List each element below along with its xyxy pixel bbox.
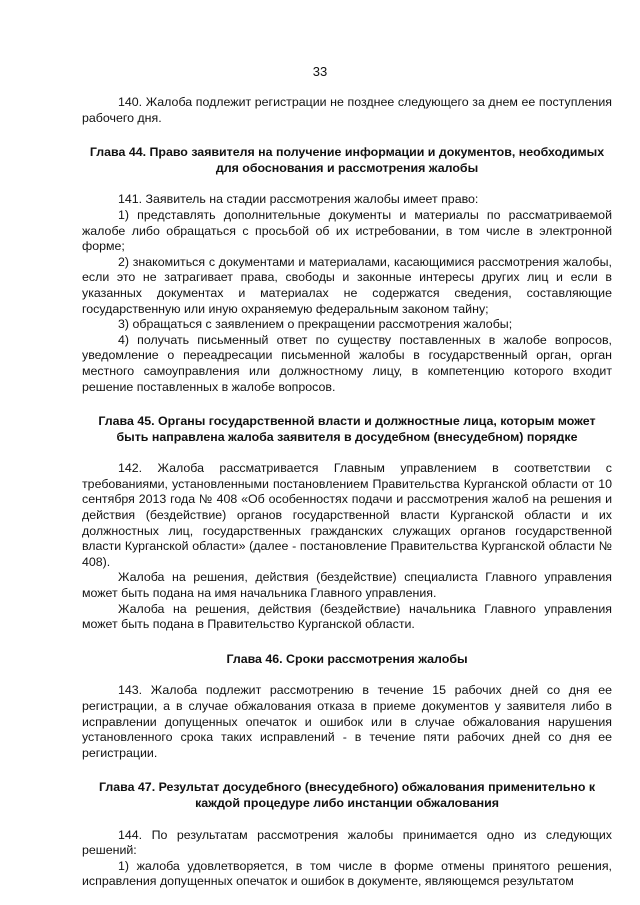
paragraph-143: 143. Жалоба подлежит рассмотрению в течение 15 рабочих дней со дня ее регистрации, а в случае обжалования отказа в приеме документов у заявителя либо в исправлении допущенных опечаток и ошибок или в случае обжалования нарушения установленного срока таких исправлений - в течение пяти рабочих дней со дня ее регистрации.	[82, 683, 612, 760]
paragraph-144: 144. По результатам рассмотрения жалобы принимается одно из следующих решений:	[82, 827, 612, 858]
page-number: 33	[312, 64, 328, 79]
paragraph-141-item-2: 2) знакомиться с документами и материалами, касающимися рассмотрения жалобы, если это не затрагивает права, свободы и законные интересы других лиц и если в указанных документах и материалах не содержатся сведения, составляющие государственную или иную охраняемую федеральным законом тайну;	[82, 254, 612, 316]
chapter-47-heading: Глава 47. Результат досудебного (внесудебного) обжалования применительно к каждой процедуре либо инстанции обжалования	[98, 780, 596, 810]
paragraph-141-item-3: 3) обращаться с заявлением о прекращении рассмотрения жалобы;	[118, 317, 513, 332]
paragraph-144-item-1: 1) жалоба удовлетворяется, в том числе в форме отмены принятого решения, исправления допущенных опечаток и ошибок в документе, являющемся результатом	[82, 858, 612, 889]
paragraph-142: 142. Жалоба рассматривается Главным управлением в соответствии с требованиями, установленными постановлением Правительства Курганской области от 10 сентября 2013 года № 408 «Об особенностях подачи и рассмотрения жалоб на решения и действия (бездействие) органов государственной власти Курганской области и их должностных лиц, государственных гражданских служащих органов государственной власти Курганской области» (далее - постановление Правительства Курганской области № 408).	[82, 461, 612, 569]
paragraph-141-item-4: 4) получать письменный ответ по существу поставленных в жалобе вопросов, уведомление о переадресации письменной жалобы в государственный орган, орган местного самоуправления или должностному лицу, в компетенцию которого входит решение поставленных в жалобе вопросов.	[82, 332, 612, 394]
document-body	[82, 95, 612, 890]
chapter-46-heading: Глава 46. Сроки рассмотрения жалобы	[226, 651, 468, 666]
paragraph-141-item-1: 1) представлять дополнительные документы и материалы по рассматриваемой жалобе либо обращаться с просьбой об их истребовании, в том числе в электронной форме;	[82, 207, 612, 254]
paragraph-141: 141. Заявитель на стадии рассмотрения жалобы имеет право:	[118, 192, 479, 207]
paragraph-142-part-3: Жалоба на решения, действия (бездействие) начальника Главного управления может быть подана в Правительство Курганской области.	[82, 601, 612, 632]
chapter-44-heading: Глава 44. Право заявителя на получение информации и документов, необходимых для обоснования и рассмотрения жалобы	[89, 145, 605, 175]
paragraph-140: 140. Жалоба подлежит регистрации не позднее следующего за днем ее поступления рабочего дня.	[82, 95, 612, 125]
chapter-45-heading: Глава 45. Органы государственной власти и должностные лица, которым может быть направлена жалоба заявителя в досудебном (внесудебном) порядке	[98, 414, 596, 444]
paragraph-142-part-2: Жалоба на решения, действия (бездействие) специалиста Главного управления может быть подана на имя начальника Главного управления.	[82, 570, 612, 601]
